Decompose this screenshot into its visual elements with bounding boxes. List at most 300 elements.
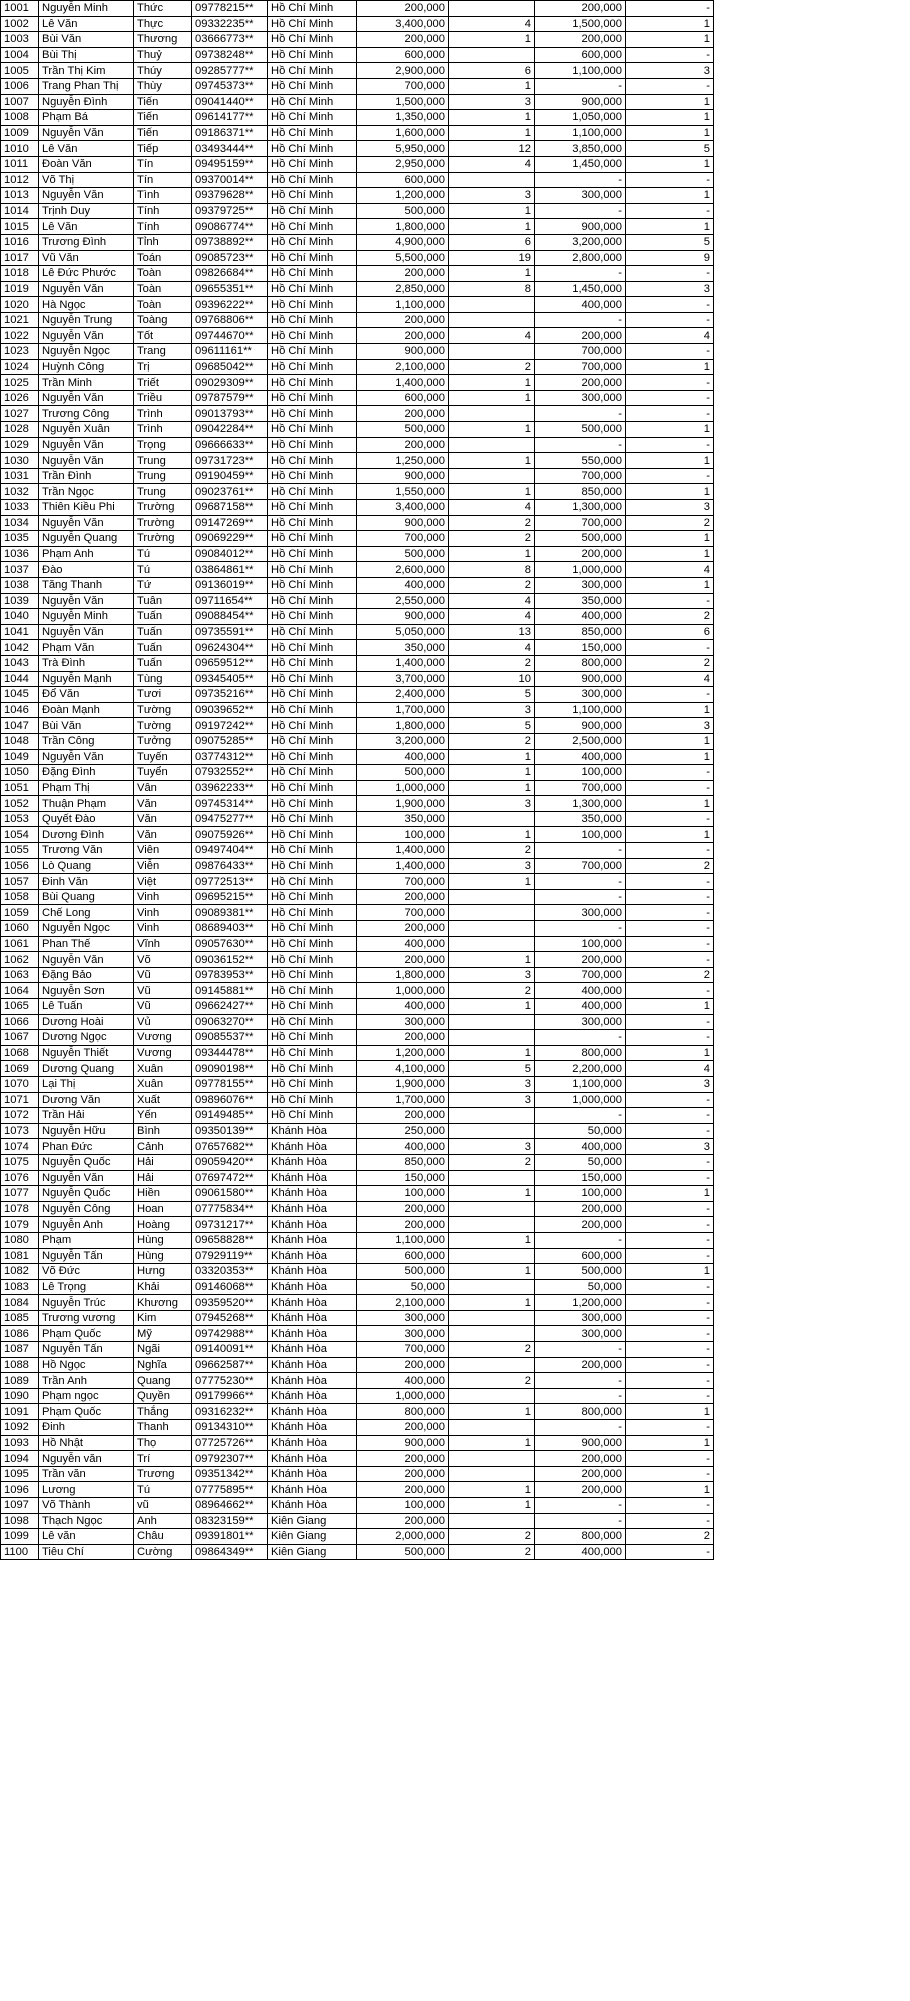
cell-paid-amount: 200,000 bbox=[535, 1451, 626, 1467]
cell-row-id: 1013 bbox=[1, 188, 39, 204]
cell-first-name: Hoan bbox=[134, 1201, 192, 1217]
cell-first-name: Khương bbox=[134, 1295, 192, 1311]
cell-amount: 700,000 bbox=[357, 78, 449, 94]
cell-first-name: Hải bbox=[134, 1154, 192, 1170]
cell-phone: 09768806** bbox=[192, 312, 268, 328]
cell-phone: 09745373** bbox=[192, 78, 268, 94]
cell-phone: 07945268** bbox=[192, 1310, 268, 1326]
cell-count: 1 bbox=[449, 422, 535, 438]
cell-first-name: Trung bbox=[134, 468, 192, 484]
cell-last-middle-name: Phạm ngọc bbox=[39, 1388, 134, 1404]
cell-paid-amount: 200,000 bbox=[535, 1482, 626, 1498]
cell-paid-amount: 1,200,000 bbox=[535, 1295, 626, 1311]
cell-city: Hồ Chí Minh bbox=[268, 687, 357, 703]
cell-row-id: 1090 bbox=[1, 1388, 39, 1404]
cell-last-middle-name: Trần văn bbox=[39, 1466, 134, 1482]
cell-last-middle-name: Đinh bbox=[39, 1420, 134, 1436]
cell-last-middle-name: Trương Công bbox=[39, 406, 134, 422]
cell-phone: 09655351** bbox=[192, 281, 268, 297]
table-row bbox=[1, 1030, 714, 1046]
cell-last-middle-name: Nguyễn Sơn bbox=[39, 983, 134, 999]
cell-amount: 100,000 bbox=[357, 1186, 449, 1202]
cell-paid-count: 4 bbox=[626, 328, 714, 344]
cell-first-name: Tình bbox=[134, 188, 192, 204]
table-row bbox=[1, 110, 714, 126]
cell-row-id: 1091 bbox=[1, 1404, 39, 1420]
cell-row-id: 1081 bbox=[1, 1248, 39, 1264]
cell-paid-count: - bbox=[626, 203, 714, 219]
cell-row-id: 1025 bbox=[1, 375, 39, 391]
cell-count: 3 bbox=[449, 94, 535, 110]
cell-last-middle-name: Phạm Bá bbox=[39, 110, 134, 126]
cell-first-name: Viễn bbox=[134, 858, 192, 874]
cell-city: Khánh Hòa bbox=[268, 1123, 357, 1139]
cell-row-id: 1039 bbox=[1, 593, 39, 609]
cell-first-name: Bình bbox=[134, 1123, 192, 1139]
cell-row-id: 1027 bbox=[1, 406, 39, 422]
cell-city: Hồ Chí Minh bbox=[268, 203, 357, 219]
cell-city: Hồ Chí Minh bbox=[268, 671, 357, 687]
cell-count: 6 bbox=[449, 63, 535, 79]
cell-paid-amount: - bbox=[535, 437, 626, 453]
cell-paid-amount: 700,000 bbox=[535, 468, 626, 484]
cell-phone: 09059420** bbox=[192, 1154, 268, 1170]
cell-count bbox=[449, 47, 535, 63]
table-row bbox=[1, 453, 714, 469]
cell-count: 4 bbox=[449, 500, 535, 516]
cell-paid-amount: 500,000 bbox=[535, 1264, 626, 1280]
cell-paid-count: - bbox=[626, 1123, 714, 1139]
cell-last-middle-name: Võ Thị bbox=[39, 172, 134, 188]
table-row bbox=[1, 593, 714, 609]
table-row bbox=[1, 266, 714, 282]
cell-paid-count: 1 bbox=[626, 32, 714, 48]
cell-city: Khánh Hòa bbox=[268, 1264, 357, 1280]
cell-row-id: 1077 bbox=[1, 1186, 39, 1202]
cell-paid-amount: - bbox=[535, 1420, 626, 1436]
cell-amount: 500,000 bbox=[357, 546, 449, 562]
cell-amount: 250,000 bbox=[357, 1123, 449, 1139]
cell-city: Hồ Chí Minh bbox=[268, 1092, 357, 1108]
cell-amount: 200,000 bbox=[357, 312, 449, 328]
cell-phone: 09685042** bbox=[192, 359, 268, 375]
cell-first-name: Trọng bbox=[134, 437, 192, 453]
cell-count bbox=[449, 312, 535, 328]
cell-row-id: 1087 bbox=[1, 1342, 39, 1358]
table-row bbox=[1, 1544, 714, 1560]
cell-amount: 3,700,000 bbox=[357, 671, 449, 687]
cell-last-middle-name: Huỳnh Công bbox=[39, 359, 134, 375]
cell-phone: 03666773** bbox=[192, 32, 268, 48]
cell-paid-count: - bbox=[626, 172, 714, 188]
cell-count bbox=[449, 1108, 535, 1124]
cell-last-middle-name: Nguyễn Tấn bbox=[39, 1342, 134, 1358]
cell-phone: 09379725** bbox=[192, 203, 268, 219]
cell-paid-amount: - bbox=[535, 874, 626, 890]
cell-city: Hồ Chí Minh bbox=[268, 125, 357, 141]
cell-paid-amount: 50,000 bbox=[535, 1279, 626, 1295]
cell-first-name: Yến bbox=[134, 1108, 192, 1124]
cell-city: Hồ Chí Minh bbox=[268, 1045, 357, 1061]
cell-row-id: 1053 bbox=[1, 811, 39, 827]
cell-count: 4 bbox=[449, 156, 535, 172]
cell-last-middle-name: Nguyễn Trung bbox=[39, 312, 134, 328]
cell-count: 2 bbox=[449, 733, 535, 749]
cell-amount: 150,000 bbox=[357, 1170, 449, 1186]
cell-first-name: Tiến bbox=[134, 110, 192, 126]
cell-paid-count: 2 bbox=[626, 515, 714, 531]
cell-row-id: 1079 bbox=[1, 1217, 39, 1233]
cell-city: Kiên Giang bbox=[268, 1529, 357, 1545]
cell-last-middle-name: Nguyễn Văn bbox=[39, 281, 134, 297]
cell-count bbox=[449, 1513, 535, 1529]
cell-count bbox=[449, 1, 535, 17]
cell-amount: 200,000 bbox=[357, 1513, 449, 1529]
cell-paid-amount: - bbox=[535, 312, 626, 328]
cell-city: Hồ Chí Minh bbox=[268, 749, 357, 765]
cell-row-id: 1030 bbox=[1, 453, 39, 469]
cell-count bbox=[449, 811, 535, 827]
cell-city: Hồ Chí Minh bbox=[268, 640, 357, 656]
cell-phone: 08689403** bbox=[192, 921, 268, 937]
cell-first-name: Tính bbox=[134, 219, 192, 235]
cell-phone: 09179966** bbox=[192, 1388, 268, 1404]
cell-last-middle-name: Thiên Kiều Phi bbox=[39, 500, 134, 516]
cell-paid-count: 1 bbox=[626, 827, 714, 843]
cell-last-middle-name: Hồ Nhật bbox=[39, 1435, 134, 1451]
cell-last-middle-name: Lò Quang bbox=[39, 858, 134, 874]
cell-count: 1 bbox=[449, 1232, 535, 1248]
cell-amount: 350,000 bbox=[357, 640, 449, 656]
cell-phone: 09614177** bbox=[192, 110, 268, 126]
cell-amount: 600,000 bbox=[357, 390, 449, 406]
cell-paid-amount: 900,000 bbox=[535, 1435, 626, 1451]
cell-paid-count: - bbox=[626, 1451, 714, 1467]
cell-amount: 200,000 bbox=[357, 1217, 449, 1233]
cell-amount: 200,000 bbox=[357, 952, 449, 968]
cell-last-middle-name: Trần Hải bbox=[39, 1108, 134, 1124]
cell-paid-amount: 200,000 bbox=[535, 1201, 626, 1217]
cell-amount: 1,800,000 bbox=[357, 967, 449, 983]
cell-phone: 09735591** bbox=[192, 624, 268, 640]
cell-phone: 09075926** bbox=[192, 827, 268, 843]
cell-city: Hồ Chí Minh bbox=[268, 562, 357, 578]
cell-row-id: 1015 bbox=[1, 219, 39, 235]
cell-amount: 1,800,000 bbox=[357, 219, 449, 235]
cell-last-middle-name: Chế Long bbox=[39, 905, 134, 921]
cell-row-id: 1078 bbox=[1, 1201, 39, 1217]
cell-first-name: Hải bbox=[134, 1170, 192, 1186]
cell-city: Hồ Chí Minh bbox=[268, 484, 357, 500]
cell-amount: 1,900,000 bbox=[357, 1076, 449, 1092]
cell-paid-count: - bbox=[626, 1513, 714, 1529]
cell-first-name: Tính bbox=[134, 203, 192, 219]
table-row bbox=[1, 1, 714, 17]
cell-paid-amount: 400,000 bbox=[535, 1544, 626, 1560]
cell-paid-count: 1 bbox=[626, 796, 714, 812]
cell-row-id: 1020 bbox=[1, 297, 39, 313]
cell-phone: 09792307** bbox=[192, 1451, 268, 1467]
cell-last-middle-name: Dương Ngọc bbox=[39, 1030, 134, 1046]
cell-phone: 09735216** bbox=[192, 687, 268, 703]
table-row bbox=[1, 1061, 714, 1077]
cell-paid-amount: 200,000 bbox=[535, 1357, 626, 1373]
cell-amount: 1,100,000 bbox=[357, 297, 449, 313]
cell-last-middle-name: Lương bbox=[39, 1482, 134, 1498]
cell-last-middle-name: Nguyễn Xuân bbox=[39, 422, 134, 438]
cell-first-name: Tiến bbox=[134, 125, 192, 141]
cell-paid-count: 1 bbox=[626, 1404, 714, 1420]
cell-row-id: 1072 bbox=[1, 1108, 39, 1124]
cell-first-name: Thắng bbox=[134, 1404, 192, 1420]
cell-row-id: 1007 bbox=[1, 94, 39, 110]
cell-amount: 1,500,000 bbox=[357, 94, 449, 110]
cell-phone: 09084012** bbox=[192, 546, 268, 562]
cell-phone: 03864861** bbox=[192, 562, 268, 578]
cell-phone: 09147269** bbox=[192, 515, 268, 531]
cell-city: Khánh Hòa bbox=[268, 1357, 357, 1373]
cell-paid-amount: 100,000 bbox=[535, 827, 626, 843]
table-row bbox=[1, 952, 714, 968]
cell-first-name: Anh bbox=[134, 1513, 192, 1529]
cell-row-id: 1001 bbox=[1, 1, 39, 17]
cell-count: 3 bbox=[449, 858, 535, 874]
cell-last-middle-name: Vũ Văn bbox=[39, 250, 134, 266]
cell-phone: 08964662** bbox=[192, 1498, 268, 1514]
cell-last-middle-name: Nguyễn Công bbox=[39, 1201, 134, 1217]
cell-row-id: 1029 bbox=[1, 437, 39, 453]
cell-phone: 09662427** bbox=[192, 999, 268, 1015]
cell-first-name: Toàn bbox=[134, 297, 192, 313]
cell-paid-amount: - bbox=[535, 889, 626, 905]
table-row bbox=[1, 234, 714, 250]
cell-first-name: Tuấn bbox=[134, 655, 192, 671]
cell-row-id: 1068 bbox=[1, 1045, 39, 1061]
cell-last-middle-name: Nguyễn Minh bbox=[39, 1, 134, 17]
cell-count: 2 bbox=[449, 1373, 535, 1389]
cell-phone: 09136019** bbox=[192, 577, 268, 593]
cell-amount: 200,000 bbox=[357, 328, 449, 344]
cell-paid-count: - bbox=[626, 640, 714, 656]
cell-amount: 400,000 bbox=[357, 1139, 449, 1155]
table-row bbox=[1, 1139, 714, 1155]
cell-amount: 2,900,000 bbox=[357, 63, 449, 79]
cell-row-id: 1067 bbox=[1, 1030, 39, 1046]
cell-row-id: 1083 bbox=[1, 1279, 39, 1295]
cell-phone: 09396222** bbox=[192, 297, 268, 313]
cell-last-middle-name: Nguyễn Anh bbox=[39, 1217, 134, 1233]
cell-paid-count: - bbox=[626, 874, 714, 890]
cell-last-middle-name: Thuận Phạm bbox=[39, 796, 134, 812]
cell-phone: 09145881** bbox=[192, 983, 268, 999]
cell-first-name: Vinh bbox=[134, 921, 192, 937]
cell-count: 2 bbox=[449, 515, 535, 531]
cell-paid-amount: - bbox=[535, 843, 626, 859]
cell-first-name: Triết bbox=[134, 375, 192, 391]
cell-paid-count: - bbox=[626, 921, 714, 937]
cell-first-name: Vinh bbox=[134, 889, 192, 905]
table-row bbox=[1, 718, 714, 734]
cell-first-name: Triều bbox=[134, 390, 192, 406]
cell-paid-amount: 900,000 bbox=[535, 219, 626, 235]
table-row bbox=[1, 1435, 714, 1451]
cell-city: Kiên Giang bbox=[268, 1513, 357, 1529]
cell-last-middle-name: Phạm Quốc bbox=[39, 1404, 134, 1420]
cell-count: 1 bbox=[449, 78, 535, 94]
cell-paid-amount: 1,100,000 bbox=[535, 63, 626, 79]
cell-paid-count: - bbox=[626, 687, 714, 703]
cell-city: Hồ Chí Minh bbox=[268, 32, 357, 48]
cell-phone: 07657682** bbox=[192, 1139, 268, 1155]
cell-paid-amount: 200,000 bbox=[535, 546, 626, 562]
cell-paid-amount: 200,000 bbox=[535, 1, 626, 17]
cell-row-id: 1052 bbox=[1, 796, 39, 812]
table-row bbox=[1, 1404, 714, 1420]
cell-last-middle-name: Phạm Quốc bbox=[39, 1326, 134, 1342]
cell-last-middle-name: Trần Minh bbox=[39, 375, 134, 391]
cell-last-middle-name: Nguyễn Quang bbox=[39, 531, 134, 547]
cell-city: Khánh Hòa bbox=[268, 1435, 357, 1451]
table-row bbox=[1, 406, 714, 422]
cell-paid-amount: - bbox=[535, 921, 626, 937]
cell-amount: 300,000 bbox=[357, 1014, 449, 1030]
cell-city: Khánh Hòa bbox=[268, 1232, 357, 1248]
cell-row-id: 1088 bbox=[1, 1357, 39, 1373]
cell-city: Hồ Chí Minh bbox=[268, 765, 357, 781]
cell-first-name: Trường bbox=[134, 500, 192, 516]
cell-row-id: 1056 bbox=[1, 858, 39, 874]
table-row bbox=[1, 1217, 714, 1233]
cell-last-middle-name: Trương vương bbox=[39, 1310, 134, 1326]
table-row bbox=[1, 1201, 714, 1217]
cell-paid-count: 2 bbox=[626, 858, 714, 874]
cell-row-id: 1075 bbox=[1, 1154, 39, 1170]
cell-amount: 350,000 bbox=[357, 811, 449, 827]
table-row bbox=[1, 1186, 714, 1202]
cell-phone: 09896076** bbox=[192, 1092, 268, 1108]
cell-phone: 09666633** bbox=[192, 437, 268, 453]
cell-count: 8 bbox=[449, 562, 535, 578]
cell-last-middle-name: Đặng Bảo bbox=[39, 967, 134, 983]
cell-count: 2 bbox=[449, 1154, 535, 1170]
cell-paid-amount: 900,000 bbox=[535, 671, 626, 687]
cell-row-id: 1047 bbox=[1, 718, 39, 734]
table-row bbox=[1, 281, 714, 297]
cell-amount: 1,000,000 bbox=[357, 1388, 449, 1404]
cell-count: 4 bbox=[449, 593, 535, 609]
cell-phone: 09089381** bbox=[192, 905, 268, 921]
cell-paid-count: - bbox=[626, 344, 714, 360]
cell-last-middle-name: Phạm Văn bbox=[39, 640, 134, 656]
cell-count: 1 bbox=[449, 1295, 535, 1311]
table-row bbox=[1, 921, 714, 937]
cell-paid-amount: 300,000 bbox=[535, 1310, 626, 1326]
cell-first-name: Trí bbox=[134, 1451, 192, 1467]
cell-row-id: 1094 bbox=[1, 1451, 39, 1467]
cell-count: 19 bbox=[449, 250, 535, 266]
cell-count bbox=[449, 1170, 535, 1186]
cell-paid-count: - bbox=[626, 765, 714, 781]
cell-city: Hồ Chí Minh bbox=[268, 515, 357, 531]
cell-amount: 500,000 bbox=[357, 765, 449, 781]
cell-city: Khánh Hòa bbox=[268, 1295, 357, 1311]
cell-paid-count: 1 bbox=[626, 749, 714, 765]
cell-phone: 09370014** bbox=[192, 172, 268, 188]
cell-amount: 1,200,000 bbox=[357, 1045, 449, 1061]
cell-paid-amount: 1,100,000 bbox=[535, 1076, 626, 1092]
cell-city: Khánh Hòa bbox=[268, 1342, 357, 1358]
cell-first-name: Trị bbox=[134, 359, 192, 375]
cell-city: Khánh Hòa bbox=[268, 1482, 357, 1498]
cell-count bbox=[449, 1388, 535, 1404]
table-row bbox=[1, 1279, 714, 1295]
cell-last-middle-name: Đổ Văn bbox=[39, 687, 134, 703]
cell-paid-count: - bbox=[626, 1170, 714, 1186]
cell-count: 2 bbox=[449, 577, 535, 593]
cell-row-id: 1008 bbox=[1, 110, 39, 126]
cell-first-name: Văn bbox=[134, 796, 192, 812]
table-row bbox=[1, 47, 714, 63]
cell-paid-count: 4 bbox=[626, 562, 714, 578]
cell-city: Hồ Chí Minh bbox=[268, 655, 357, 671]
cell-amount: 3,400,000 bbox=[357, 500, 449, 516]
cell-phone: 03774312** bbox=[192, 749, 268, 765]
cell-paid-count: - bbox=[626, 1030, 714, 1046]
cell-paid-amount: 2,500,000 bbox=[535, 733, 626, 749]
cell-first-name: vũ bbox=[134, 1498, 192, 1514]
cell-row-id: 1036 bbox=[1, 546, 39, 562]
cell-count: 3 bbox=[449, 1139, 535, 1155]
cell-paid-count: - bbox=[626, 78, 714, 94]
cell-count: 1 bbox=[449, 1186, 535, 1202]
cell-phone: 07775834** bbox=[192, 1201, 268, 1217]
cell-paid-amount: 1,100,000 bbox=[535, 125, 626, 141]
cell-first-name: Trình bbox=[134, 406, 192, 422]
cell-paid-count: - bbox=[626, 1092, 714, 1108]
cell-count bbox=[449, 1420, 535, 1436]
cell-paid-amount: 200,000 bbox=[535, 1466, 626, 1482]
table-row bbox=[1, 1123, 714, 1139]
cell-phone: 09039652** bbox=[192, 702, 268, 718]
cell-paid-amount: 100,000 bbox=[535, 765, 626, 781]
cell-paid-amount: - bbox=[535, 203, 626, 219]
cell-phone: 09659512** bbox=[192, 655, 268, 671]
table-row bbox=[1, 172, 714, 188]
table-row bbox=[1, 219, 714, 235]
cell-phone: 09783953** bbox=[192, 967, 268, 983]
cell-last-middle-name: Bùi Văn bbox=[39, 718, 134, 734]
cell-count: 2 bbox=[449, 983, 535, 999]
table-row bbox=[1, 1248, 714, 1264]
cell-last-middle-name: Dương Văn bbox=[39, 1092, 134, 1108]
table-row bbox=[1, 1045, 714, 1061]
cell-paid-amount: 50,000 bbox=[535, 1123, 626, 1139]
cell-amount: 4,900,000 bbox=[357, 234, 449, 250]
cell-row-id: 1037 bbox=[1, 562, 39, 578]
cell-row-id: 1055 bbox=[1, 843, 39, 859]
cell-last-middle-name: Nguyễn Văn bbox=[39, 453, 134, 469]
cell-first-name: Cảnh bbox=[134, 1139, 192, 1155]
cell-first-name: Xuân bbox=[134, 1076, 192, 1092]
cell-phone: 09075285** bbox=[192, 733, 268, 749]
cell-last-middle-name: Phan Đức bbox=[39, 1139, 134, 1155]
cell-row-id: 1066 bbox=[1, 1014, 39, 1030]
cell-paid-amount: 400,000 bbox=[535, 1139, 626, 1155]
cell-paid-amount: 200,000 bbox=[535, 32, 626, 48]
cell-first-name: Vương bbox=[134, 1030, 192, 1046]
cell-last-middle-name: Nguyễn Văn bbox=[39, 188, 134, 204]
cell-paid-amount: - bbox=[535, 406, 626, 422]
